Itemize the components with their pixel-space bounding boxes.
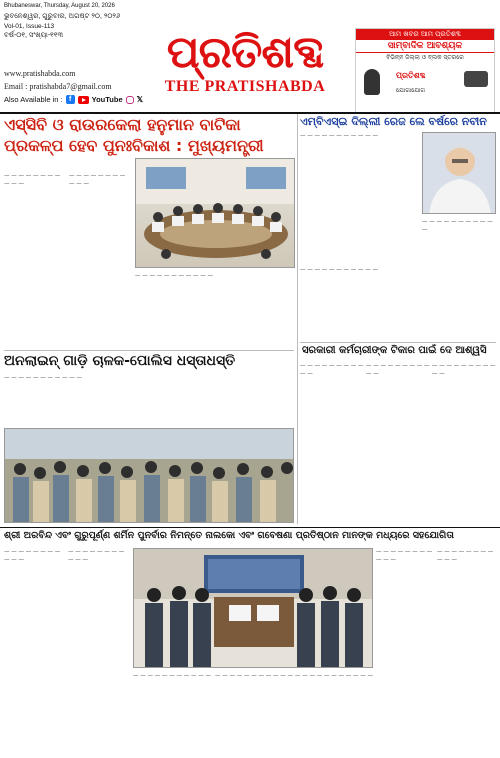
youtube-label[interactable]: YouTube	[91, 95, 123, 104]
ad-contact: ଯୋଗାଯୋଗ	[396, 87, 426, 94]
right-article-text	[300, 132, 420, 264]
body-text: — — — — — — — — — — —	[4, 549, 61, 563]
bottom-article-col7	[437, 548, 496, 754]
body-text: — — — — — — — — — — —	[376, 549, 433, 563]
website-link[interactable]: www.pratishabda.com	[4, 69, 76, 78]
instagram-icon[interactable]	[126, 96, 134, 104]
volume-odia: ବର୍ଷ-୦୧, ସଂଖ୍ୟା-୧୧୩	[4, 32, 63, 39]
youtube-icon[interactable]	[78, 96, 89, 104]
body-text: — — — — — — — — — — —	[437, 549, 494, 563]
body-text: — — — — — — — — — — —	[300, 363, 364, 377]
main-article-col2	[69, 172, 131, 347]
crowd-photo	[4, 428, 294, 523]
volume-english: Vol-01, Issue-113	[4, 23, 55, 30]
ad-main-text: ସାମ୍ବାଦିକ ଆବଶ୍ୟକ	[356, 40, 494, 53]
body-text: — — — — — — — — — — —	[133, 673, 211, 679]
govt-article-col3	[432, 362, 496, 522]
bottom-article-col6	[376, 548, 434, 754]
logo-english: THE PRATISHABDA	[164, 78, 326, 95]
date-english: Bhubaneswar, Thursday, August 20, 2026	[4, 3, 115, 9]
bottom-article-col2	[68, 548, 130, 754]
body-text: — — — — — — — — — — —	[300, 267, 378, 273]
ad-top-text: ଆମ ଖବର ଆମ ପ୍ରତିଶବ୍ଦ	[356, 29, 494, 40]
ad-logo: ପ୍ରତିଶବ୍ଦ	[396, 71, 426, 80]
date-odia: ଭୁବନେଶ୍ୱର, ଗୁରୁବାର, ଅଗଷ୍ଟ ୨୦, ୨୦୨୬	[4, 13, 121, 20]
bottom-article-col5	[295, 672, 373, 754]
facebook-icon[interactable]: f	[66, 95, 75, 104]
meeting-caption-text	[135, 272, 295, 347]
portrait-photo	[422, 132, 496, 214]
bottom-article-col3	[133, 672, 213, 754]
also-available-label: Also Available in :	[4, 95, 63, 104]
mou-signing-photo	[133, 548, 373, 668]
main-headline-line1: ଏସ୍‌ସିବି ଓ ରାଉରକେଲା ହନୁମାନ ବାଟିକା	[4, 115, 241, 134]
email-link[interactable]: Email : pratishabda7@gmail.com	[4, 82, 112, 91]
online-headline: ଅନଲାଇନ୍ ଗାଡ଼ି ଚାଳକ-ପୋଲିସ ଧସ୍ତାଧସ୍ତି	[4, 353, 236, 369]
body-text: — — — — — — — — — — —	[4, 375, 82, 381]
ad-sub-text: ବିଭିନ୍ନ ଜିଲ୍ଲା ଓ ବ୍ଲକ ସ୍ତରରେ	[386, 54, 464, 61]
column-divider	[297, 114, 298, 524]
social-links	[4, 95, 143, 104]
online-article-text	[4, 374, 294, 426]
body-text: — — — — — — — — — — —	[135, 273, 213, 279]
body-text: — — — — — — — — — — —	[432, 363, 496, 377]
microphone-icon	[364, 69, 380, 95]
meeting-photo	[135, 158, 295, 268]
body-text: — — — — — — — — — — —	[69, 173, 126, 187]
bottom-article-col1	[4, 548, 66, 754]
camera-icon	[464, 71, 488, 87]
body-text: — — — — — — — — — — —	[300, 133, 378, 139]
main-headline-line2: ପ୍ରକଳ୍ପ ହେବ ପୁନଃବିକାଶ : ମୁଖ୍ୟମନ୍ତ୍ରୀ	[4, 136, 264, 155]
bottom-headline: ଶ୍ରୀ ଅରବିନ୍ଦ ଏବଂ ଗୁରୁପୂର୍ଣ୍ଣ ଶର୍ମିନ ପୁନର୍ବାର ନିମନ୍ତେ ନାଲକୋ ଏବଂ ଗବେଷଣା ପ୍ରତିଷ୍ଠାନ ମାନଙ୍କ ମଧ୍ୟରେ ସହଯୋଗିତା	[4, 530, 454, 541]
body-text: — — — — — — — — — — —	[4, 173, 61, 187]
x-icon[interactable]: 𝕏	[136, 95, 144, 104]
bottom-article-col4	[215, 672, 293, 754]
govt-article-col2	[366, 362, 430, 522]
right-article-text-3	[300, 266, 420, 338]
section-divider	[4, 350, 294, 351]
body-text: — — — — — — — — — — —	[68, 549, 125, 563]
body-text: — — — — — — — — — — —	[215, 673, 293, 679]
main-article-col1	[4, 172, 66, 347]
govt-headline: ସରକାରୀ କର୍ମଚାରୀଙ୍କ ଟିକାର ପାଇଁ ଦେ ଆଶ୍ୱସି	[302, 345, 487, 356]
body-text: — — — — — — — — — — —	[366, 363, 430, 377]
govt-article-col1	[300, 362, 364, 522]
bottom-divider	[0, 527, 500, 528]
right-article-text-2	[422, 218, 496, 338]
logo-odia: ପ୍ରତିଶବ୍ଦ	[166, 27, 324, 78]
section-divider	[300, 342, 496, 343]
advertisement-box[interactable]	[355, 28, 495, 113]
body-text: — — — — — — — — — — —	[422, 219, 493, 233]
newspaper-logo	[160, 27, 330, 96]
masthead-divider	[0, 112, 500, 114]
right-headline: ଏମ୍‌ବିଏସ୍‌ଇ ଦିଲ୍ଲୀ ରେଜ ଲେ ବର୍ଷରେ ନବୀନ	[300, 115, 487, 128]
body-text: — — — — — — — — — — —	[295, 673, 373, 679]
